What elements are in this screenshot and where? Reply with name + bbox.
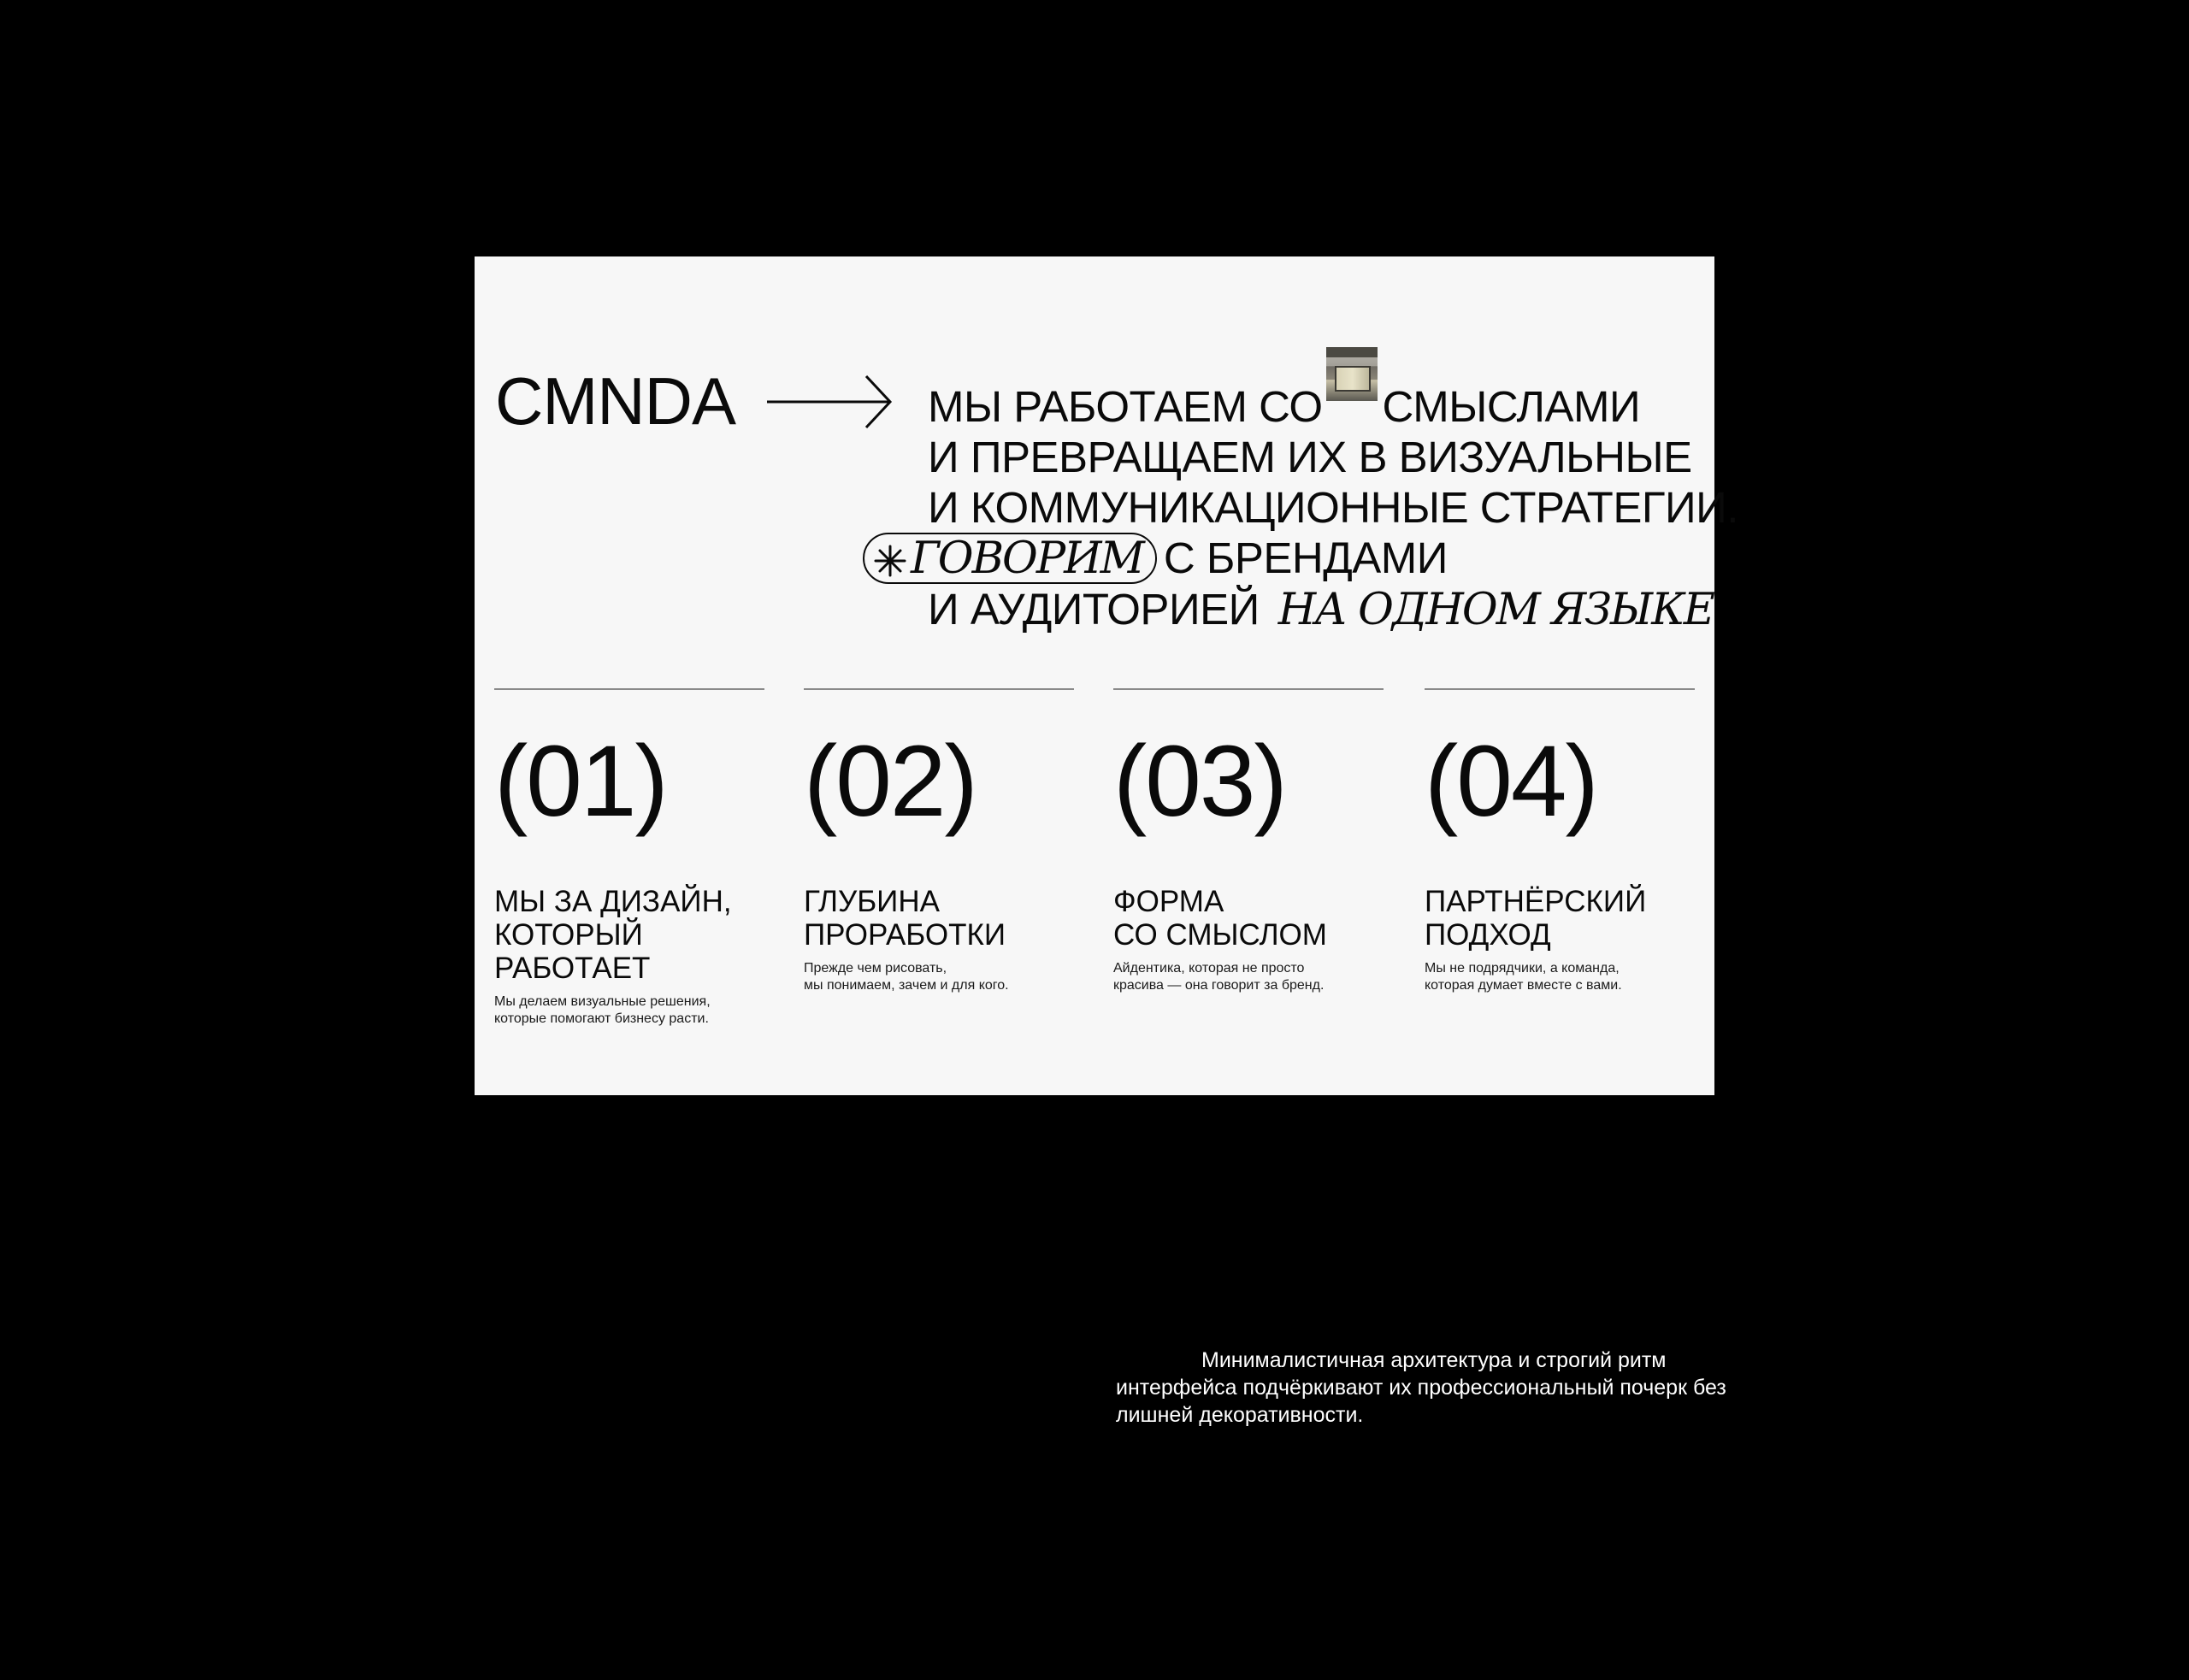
highlight-pill — [863, 533, 1157, 584]
brand-logo[interactable]: CMNDA — [495, 363, 735, 439]
asterisk-icon — [873, 544, 907, 578]
headline-line-2: И ПРЕВРАЩАЕМ ИХ В ВИЗУАЛЬНЫЕ — [928, 433, 1692, 481]
headline-line-1 — [928, 369, 1714, 432]
feature-title: ПАРТНЁРСКИЙ ПОДХОД — [1425, 885, 1647, 952]
presentation-caption: Минималистичная архитектура и строгий ритм интерфейса подчёркивают их профессиональный почерк без лишней декоративности. — [1116, 1348, 1726, 1427]
feature-number: (02) — [804, 725, 976, 838]
headline-line-3: И КОММУНИКАЦИОННЫЕ СТРАТЕГИИ. — [928, 483, 1738, 532]
feature-number: (04) — [1425, 725, 1597, 838]
headline-text: С БРЕНДАМИ — [1163, 533, 1448, 582]
feature-item-2 — [804, 688, 1074, 994]
divider — [804, 688, 1074, 690]
divider — [494, 688, 764, 690]
feature-description: Мы делаем визуальные решения, которые помогают бизнесу расти. — [494, 994, 711, 1026]
headline-text: СМЫСЛАМИ — [1382, 382, 1641, 431]
feature-number: (01) — [494, 725, 667, 838]
divider — [1425, 688, 1695, 690]
features-row — [494, 688, 1696, 1047]
headline-line-4 — [911, 533, 1714, 584]
building-photo-icon — [1326, 347, 1378, 401]
feature-item-1 — [494, 688, 764, 1028]
feature-description: Мы не подрядчики, а команда, которая думает вместе с вами. — [1425, 961, 1622, 993]
feature-item-3 — [1113, 688, 1384, 994]
hero-card — [475, 256, 1738, 1095]
feature-title: ФОРМА СО СМЫСЛОМ — [1113, 885, 1327, 952]
arrow-right-icon — [765, 372, 894, 432]
feature-title: ГЛУБИНА ПРОРАБОТКИ — [804, 885, 1006, 952]
highlight-word: ГОВОРИМ — [911, 533, 1143, 584]
feature-description: Айдентика, которая не просто красива — она говорит за бренд. — [1113, 961, 1325, 993]
headline-text: МЫ РАБОТАЕМ СО — [928, 382, 1323, 431]
feature-number: (03) — [1113, 725, 1286, 838]
feature-title: МЫ ЗА ДИЗАЙН, КОТОРЫЙ РАБОТАЕТ — [494, 885, 732, 985]
headline-line-5 — [928, 584, 1714, 635]
headline-text: И АУДИТОРИЕЙ — [928, 585, 1260, 634]
hero-headline — [911, 369, 1738, 635]
feature-item-4 — [1425, 688, 1695, 994]
feature-description: Прежде чем рисовать, мы понимаем, зачем и для кого. — [804, 961, 1009, 993]
divider — [1113, 688, 1384, 690]
headline-italic-tail: НА ОДНОМ ЯЗЫКЕ — [1277, 585, 1714, 635]
